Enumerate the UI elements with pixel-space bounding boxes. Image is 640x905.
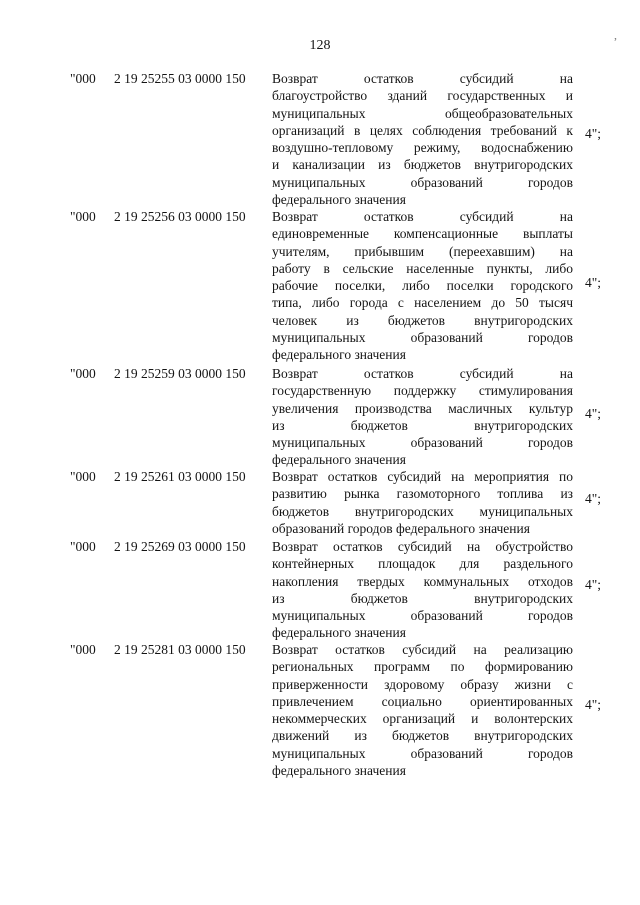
row-suffix: 4"; [585,697,602,712]
row-suffix: 4"; [585,275,602,290]
row-prefix: "000 [70,71,96,86]
description-line: Возврат остатков субсидий на [272,209,573,224]
description-line: контейнерных площадок для раздельного [272,556,573,572]
description-line: Возврат остатков субсидий на мероприятия по [272,469,573,484]
row-suffix: 4"; [585,406,602,421]
description-line: работу в сельские населенные пункты, либо [272,260,573,276]
description-line: бюджетов внутригородских муниципальных [272,503,573,519]
row-prefix: "000 [70,469,96,484]
page-number: 128 [309,38,331,53]
description-line: из бюджетов внутригородских [272,590,573,606]
description-line: федерального значения [272,625,406,641]
description-line: муниципальных образований городов [272,174,573,190]
code-description [272,641,573,779]
budget-code: 2 19 25259 03 0000 150 [114,366,246,381]
budget-code: 2 19 25269 03 0000 150 [114,539,246,554]
description-line: федерального значения [272,763,406,779]
code-description [272,70,573,208]
description-line: государственную поддержку стимулирования [272,383,573,399]
description-line: и канализации из бюджетов внутригородских [272,157,573,173]
description-line: некоммерческих организаций и волонтерских [272,711,573,727]
code-description [272,468,573,537]
row-prefix: "000 [70,642,96,657]
description-line: организаций в целях соблюдения требований к [272,122,573,138]
description-line: приверженности здоровому образу жизни с [272,676,573,692]
row-suffix: 4"; [585,491,602,506]
margin-mark: , [614,28,617,42]
description-line: муниципальных образований городов [272,330,573,346]
description-line: Возврат остатков субсидий на реализацию [272,642,573,657]
code-description [272,538,573,642]
description-line: накопления твердых коммунальных отходов [272,573,573,589]
row-prefix: "000 [70,366,96,381]
row-prefix: "000 [70,539,96,554]
description-line: рабочие поселки, либо поселки городского [272,278,573,294]
code-description [272,208,573,364]
description-line: Возврат остатков субсидий на [272,71,573,86]
row-suffix: 4"; [585,577,602,592]
description-line: федерального значения [272,452,406,468]
row-prefix: "000 [70,209,96,224]
description-line: муниципальных образований городов [272,608,573,624]
budget-code: 2 19 25261 03 0000 150 [114,469,246,484]
description-line: из бюджетов внутригородских [272,417,573,433]
description-line: федерального значения [272,192,406,208]
description-line: муниципальных образований городов [272,435,573,451]
description-line: привлечением социально ориентированных [272,693,573,709]
description-line: муниципальных образований городов [272,745,573,761]
description-line: благоустройство зданий государственных и [272,88,573,104]
description-line: учителям, прибывшим (переехавшим) на [272,243,573,259]
budget-code: 2 19 25256 03 0000 150 [114,209,246,224]
code-description [272,365,573,469]
description-line: Возврат остатков субсидий на [272,366,573,381]
description-line: Возврат остатков субсидий на обустройство [272,539,573,554]
description-line: единовременные компенсационные выплаты [272,226,573,242]
description-line: региональных программ по формированию [272,659,573,675]
budget-code: 2 19 25281 03 0000 150 [114,642,246,657]
description-line: типа, либо города с населением до 50 тысяч [272,295,573,311]
description-line: муниципальных общеобразовательных [272,105,573,121]
description-line: федерального значения [272,347,406,363]
budget-code: 2 19 25255 03 0000 150 [114,71,246,86]
description-line: воздушно-тепловому режиму, водоснабжению [272,140,573,156]
description-line: развитию рынка газомоторного топлива из [272,486,573,502]
description-line: движений из бюджетов внутригородских [272,728,573,744]
row-suffix: 4"; [585,126,602,141]
description-line: человек из бюджетов внутригородских [272,312,573,328]
description-line: образований городов федерального значения [272,520,530,536]
description-line: увеличения производства масличных культур [272,400,573,416]
